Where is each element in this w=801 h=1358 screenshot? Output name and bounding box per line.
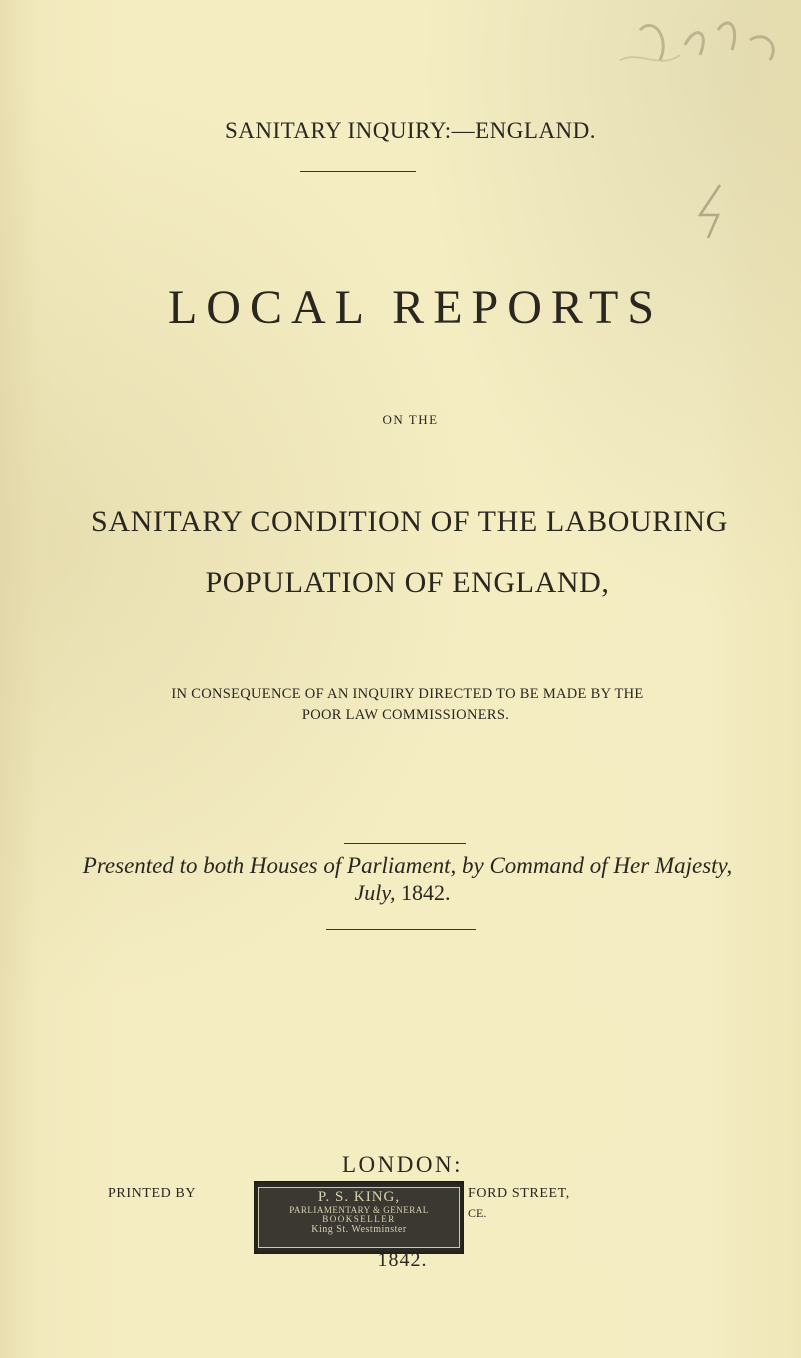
imprint-year: 1842. <box>377 1249 428 1271</box>
subtitle-line-1: SANITARY CONDITION OF THE LABOURING <box>91 505 728 538</box>
divider-rule <box>344 843 466 844</box>
presented-date <box>0 880 801 906</box>
street-fragment: FORD STREET, <box>468 1186 570 1201</box>
pencil-mark <box>690 180 730 240</box>
series-heading: SANITARY INQUIRY:—ENGLAND. <box>224 118 597 143</box>
stamp-border <box>258 1187 460 1248</box>
main-title: LOCAL REPORTS <box>167 281 664 334</box>
stamp-role: PARLIAMENTARY & GENERAL <box>289 1204 429 1215</box>
divider-rule <box>326 929 476 930</box>
consequence-line-1: IN CONSEQUENCE OF AN INQUIRY DIRECTED TO BE MADE BY THE <box>171 686 644 702</box>
presented-month: July, <box>354 880 396 905</box>
imprint-city: LONDON: <box>342 1152 463 1177</box>
stamp-trade: BOOKSELLER <box>322 1214 396 1225</box>
stamp-address: King St. Westminster <box>311 1223 407 1235</box>
presented-year: 1842. <box>400 880 451 905</box>
bookseller-stamp <box>254 1181 464 1254</box>
pencil-annotation <box>600 0 800 100</box>
consequence-line-2: POOR LAW COMMISSIONERS. <box>301 707 510 723</box>
divider-rule <box>300 171 416 172</box>
presented-line: Presented to both Houses of Parliament, by Command of Her Majesty, <box>82 853 733 878</box>
on-the-label: ON THE <box>382 412 439 427</box>
stamp-name: P. S. KING, <box>317 1189 401 1205</box>
printed-by-label: PRINTED BY <box>108 1186 197 1201</box>
imprint-fragment: CE. <box>468 1206 487 1220</box>
subtitle-line-2: POPULATION OF ENGLAND, <box>205 566 610 599</box>
